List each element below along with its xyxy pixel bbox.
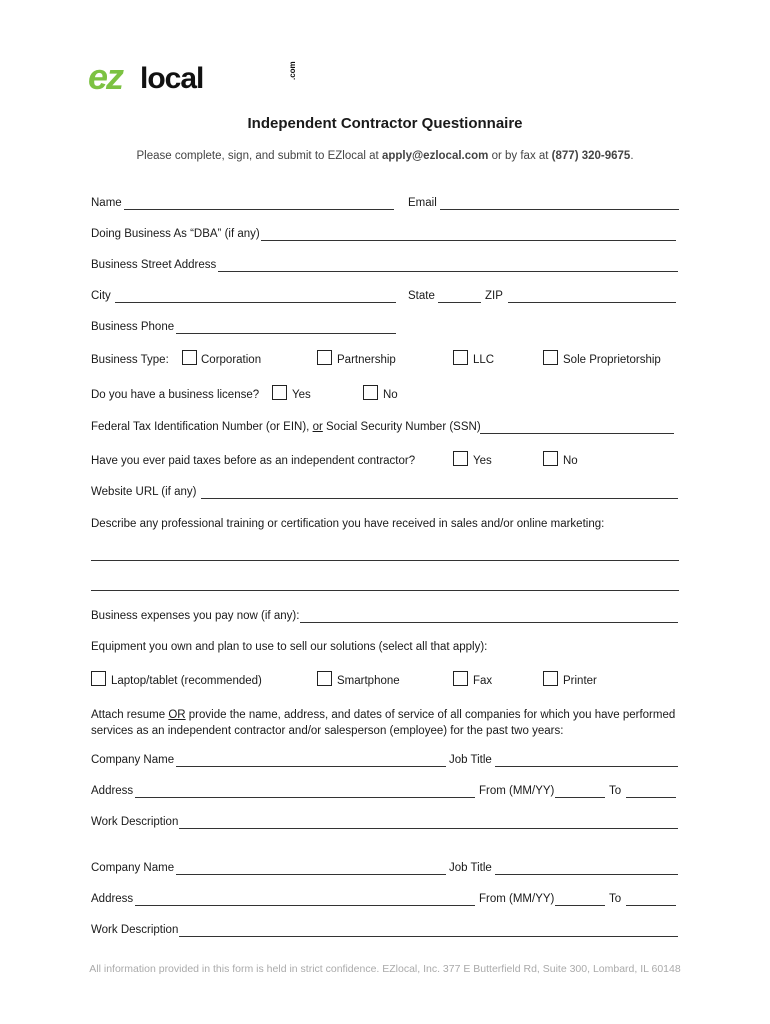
footer-confidentiality: All information provided in this form is held in strict confidence. EZlocal, Inc. 377 E Butterfield Rd, Suite 300, Lombard, IL 60148 bbox=[89, 963, 681, 975]
training-line-1[interactable] bbox=[91, 560, 679, 561]
state-label: State bbox=[408, 290, 435, 302]
to-2-field[interactable] bbox=[626, 905, 676, 906]
address-1-label: Address bbox=[91, 785, 134, 797]
from-2-field[interactable] bbox=[555, 905, 605, 906]
row-address-1 bbox=[91, 785, 681, 801]
job-title-1-field[interactable] bbox=[495, 766, 678, 767]
company-1-field[interactable] bbox=[176, 766, 446, 767]
row-name-email bbox=[91, 197, 681, 213]
paid-taxes-no-checkbox[interactable] bbox=[543, 451, 558, 466]
laptop-label: Laptop/tablet (recommended) bbox=[111, 675, 262, 687]
expenses-field[interactable] bbox=[300, 622, 678, 623]
smartphone-checkbox[interactable] bbox=[317, 671, 332, 686]
license-yes-checkbox[interactable] bbox=[272, 385, 287, 400]
apply-email: apply@ezlocal.com bbox=[381, 150, 489, 162]
to-1-field[interactable] bbox=[626, 797, 676, 798]
sole-proprietorship-label: Sole Proprietorship bbox=[563, 354, 661, 366]
from-1-label: From (MM/YY) bbox=[479, 785, 555, 797]
paid-taxes-no-label: No bbox=[563, 455, 578, 467]
paid-taxes-label: Have you ever paid taxes before as an independent contractor? bbox=[91, 455, 416, 467]
intro-text: Please complete, sign, and submit to EZlocal at apply@ezlocal.com or by fax at (877) 320-9675. bbox=[136, 150, 634, 162]
street-label: Business Street Address bbox=[91, 259, 217, 271]
logo-com: .com bbox=[288, 61, 297, 80]
license-no-checkbox[interactable] bbox=[363, 385, 378, 400]
name-field[interactable] bbox=[124, 209, 394, 210]
row-company-2 bbox=[91, 862, 681, 878]
job-title-2-field[interactable] bbox=[495, 874, 678, 875]
row-street bbox=[91, 259, 681, 275]
printer-label: Printer bbox=[563, 675, 597, 687]
license-yes-label: Yes bbox=[292, 389, 311, 401]
row-expenses bbox=[91, 610, 681, 626]
row-dba bbox=[91, 228, 681, 244]
job-title-1-label: Job Title bbox=[449, 754, 492, 766]
to-1-label: To bbox=[609, 785, 622, 797]
attach-resume-text: Attach resume OR provide the name, address, and dates of service of all companies for which you have performed services as an independent contractor and/or salesperson (employee) for the past two years: bbox=[91, 709, 676, 737]
business-type-label: Business Type: bbox=[91, 354, 169, 366]
training-label: Describe any professional training or certification you have received in sales and/or online marketing: bbox=[91, 518, 605, 530]
tax-id-label: Federal Tax Identification Number (or EIN), or Social Security Number (SSN) bbox=[91, 421, 481, 433]
from-2-label: From (MM/YY) bbox=[479, 893, 555, 905]
to-2-label: To bbox=[609, 893, 622, 905]
dba-field[interactable] bbox=[261, 240, 676, 241]
paid-taxes-yes-checkbox[interactable] bbox=[453, 451, 468, 466]
city-field[interactable] bbox=[115, 302, 396, 303]
fax-number: (877) 320-9675 bbox=[551, 150, 631, 162]
email-label: Email bbox=[408, 197, 437, 209]
page-title: Independent Contractor Questionnaire bbox=[247, 115, 523, 132]
job-title-2-label: Job Title bbox=[449, 862, 492, 874]
website-label: Website URL (if any) bbox=[91, 486, 197, 498]
work-desc-2-label: Work Description bbox=[91, 924, 179, 936]
dba-label: Doing Business As “DBA” (if any) bbox=[91, 228, 260, 240]
llc-checkbox[interactable] bbox=[453, 350, 468, 365]
tax-id-field[interactable] bbox=[480, 433, 674, 434]
address-2-field[interactable] bbox=[135, 905, 475, 906]
paid-taxes-yes-label: Yes bbox=[473, 455, 492, 467]
zip-label: ZIP bbox=[485, 290, 503, 302]
logo-local: local bbox=[140, 62, 204, 95]
sole-proprietorship-checkbox[interactable] bbox=[543, 350, 558, 365]
equipment-label: Equipment you own and plan to use to sell our solutions (select all that apply): bbox=[91, 641, 488, 653]
phone-field[interactable] bbox=[176, 333, 396, 334]
laptop-checkbox[interactable] bbox=[91, 671, 106, 686]
row-tax-id bbox=[91, 421, 681, 437]
partnership-checkbox[interactable] bbox=[317, 350, 332, 365]
fax-checkbox[interactable] bbox=[453, 671, 468, 686]
row-equipment bbox=[91, 641, 681, 657]
address-2-label: Address bbox=[91, 893, 134, 905]
street-field[interactable] bbox=[218, 271, 678, 272]
address-1-field[interactable] bbox=[135, 797, 475, 798]
city-label: City bbox=[91, 290, 111, 302]
smartphone-label: Smartphone bbox=[337, 675, 400, 687]
phone-label: Business Phone bbox=[91, 321, 175, 333]
printer-checkbox[interactable] bbox=[543, 671, 558, 686]
name-label: Name bbox=[91, 197, 122, 209]
row-work-desc-1 bbox=[91, 816, 681, 832]
license-no-label: No bbox=[383, 389, 398, 401]
row-license bbox=[91, 389, 681, 405]
row-equipment-options bbox=[91, 675, 681, 691]
training-line-2[interactable] bbox=[91, 590, 679, 591]
row-work-desc-2 bbox=[91, 924, 681, 940]
logo-ez: ez bbox=[88, 56, 123, 97]
row-company-1 bbox=[91, 754, 681, 770]
company-1-label: Company Name bbox=[91, 754, 175, 766]
work-desc-1-label: Work Description bbox=[91, 816, 179, 828]
company-2-label: Company Name bbox=[91, 862, 175, 874]
row-website bbox=[91, 486, 681, 502]
llc-label: LLC bbox=[473, 354, 495, 366]
fax-label: Fax bbox=[473, 675, 493, 687]
zip-field[interactable] bbox=[508, 302, 676, 303]
website-field[interactable] bbox=[201, 498, 678, 499]
company-2-field[interactable] bbox=[176, 874, 446, 875]
partnership-label: Partnership bbox=[337, 354, 396, 366]
row-phone bbox=[91, 321, 681, 337]
corporation-checkbox[interactable] bbox=[182, 350, 197, 365]
license-label: Do you have a business license? bbox=[91, 389, 260, 401]
work-desc-1-field[interactable] bbox=[179, 828, 678, 829]
corporation-label: Corporation bbox=[201, 354, 262, 366]
row-business-type bbox=[91, 354, 681, 370]
work-desc-2-field[interactable] bbox=[179, 936, 678, 937]
row-training bbox=[91, 518, 681, 534]
row-paid-taxes bbox=[91, 455, 681, 471]
row-city bbox=[91, 290, 681, 306]
expenses-label: Business expenses you pay now (if any): bbox=[91, 610, 300, 622]
row-address-2 bbox=[91, 893, 681, 909]
state-field[interactable] bbox=[438, 302, 481, 303]
from-1-field[interactable] bbox=[555, 797, 605, 798]
email-field[interactable] bbox=[440, 209, 679, 210]
